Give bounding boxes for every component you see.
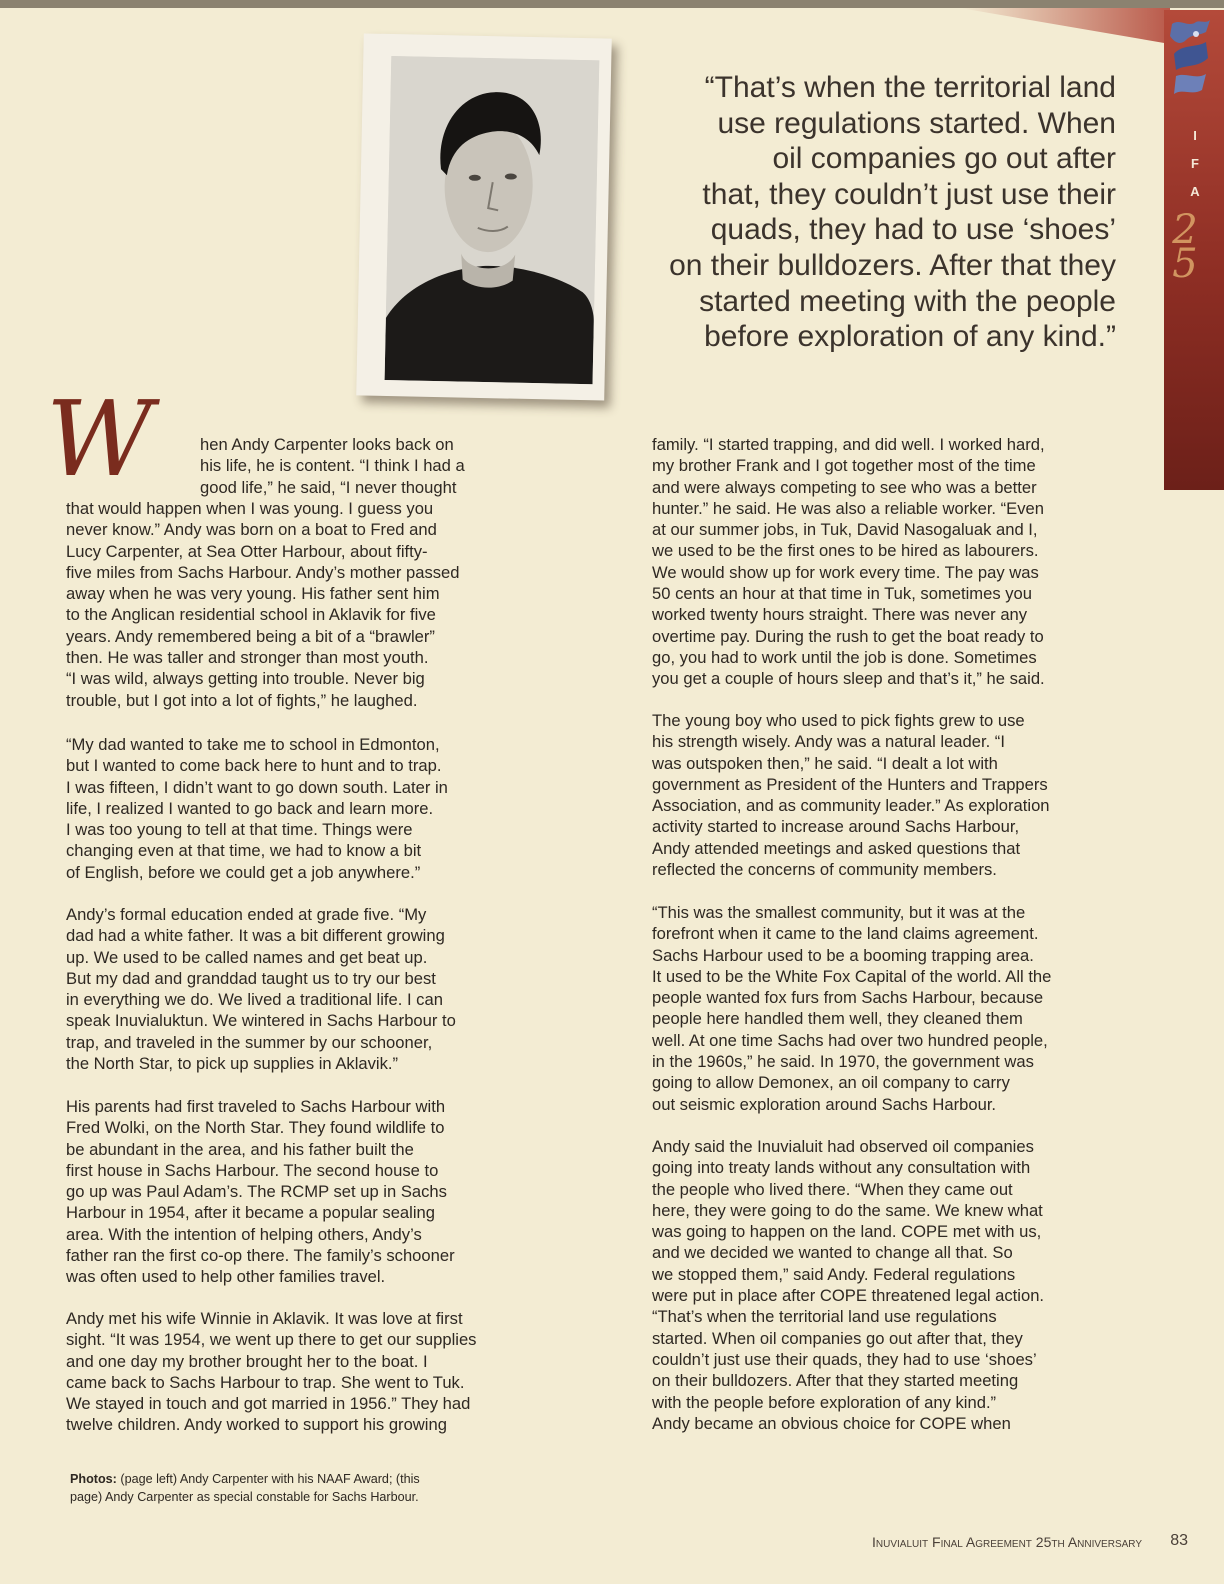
article-line: 50 cents an hour at that time in Tuk, sometimes you [652,584,1033,604]
article-line: was often used to help other families travel. [66,1267,386,1287]
article-line: of English, before we could get a job anywhere.” [66,862,421,882]
article-line: “This was the smallest community, but it was at the [652,903,1026,922]
article-line: I was too young to tell at that time. Things were [66,820,413,840]
pull-quote-line: on their bulldozers. After that they [669,248,1116,282]
article-line: overtime pay. During the rush to get the boat ready to [652,626,1044,646]
article-line: was going to happen on the land. COPE met with us, [652,1222,1042,1242]
caption-line [70,1470,560,1488]
article-line: I was fifteen, I didn’t want to go down south. Later in [66,777,448,797]
article-line: hunter.” he said. He was also a reliable worker. “Even [652,498,1044,518]
caption-line: page) Andy Carpenter as special constable for Sachs Harbour. [70,1490,419,1504]
article-line: speak Inuvialuktun. We wintered in Sachs Harbour to [66,1011,456,1031]
article-line: Andy’s formal education ended at grade five. “My [66,905,427,924]
side-tab-letter-f: F [1191,156,1199,171]
article-paragraph [652,1136,1142,1434]
article-line: “My dad wanted to take me to school in Edmonton, [66,735,440,754]
article-line: here, they were going to do the same. We knew what [652,1200,1043,1220]
article-line: with the people before exploration of any kind.” [652,1392,997,1412]
side-tab-letter-i: I [1193,128,1197,143]
article-line: family. “I started trapping, and did well. I worked hard, [652,435,1045,454]
article-line: The young boy who used to pick fights grew to use [652,711,1025,730]
article-line: trap, and traveled in the summer by our schooner, [66,1032,433,1052]
article-line: reflected the concerns of community members. [652,860,997,880]
article-line: life, I realized I wanted to go back and learn more. [66,798,434,818]
article-line: first house in Sachs Harbour. The second house to [66,1160,439,1180]
article-line: people here handled them well, they cleaned them [652,1009,1023,1029]
portrait-photo [385,56,600,384]
pull-quote-line: quads, they had to use ‘shoes’ [710,213,1116,247]
pull-quote-line: use regulations started. When [717,106,1116,140]
article-line: came back to Sachs Harbour to trap. She went to Tuk. [66,1372,465,1392]
article-line: twelve children. Andy worked to support his growing [66,1415,447,1435]
article-line: be abundant in the area, and his father built the [66,1139,414,1159]
article-line: Andy met his wife Winnie in Aklavik. It was love at first [66,1309,463,1328]
article-line: forefront when it came to the land claims agreement. [652,924,1039,944]
article-line: was outspoken then,” he said. “I dealt a lot with [652,753,998,773]
article-paragraph [66,1308,556,1436]
article-line: years. Andy remembered being a bit of a “brawler” [66,626,435,646]
article-line: go up was Paul Adam’s. The RCMP set up in Sachs [66,1182,447,1202]
article-line: people wanted fox furs from Sachs Harbour, because [652,988,1044,1008]
pull-quote-line: “That’s when the territorial land [704,71,1116,104]
article-line: Fred Wolki, on the North Star. They found wildlife to [66,1118,445,1138]
article-line: go, you had to work until the job is done. Sometimes [652,647,1037,667]
article-paragraph [66,904,556,1074]
caption-text: (page left) Andy Carpenter with his NAAF Award; (this [120,1472,420,1486]
article-line: up. We used to be called names and get beat up. [66,947,428,967]
article-line: Andy said the Inuvialuit had observed oil companies [652,1137,1034,1156]
article-line: sight. “It was 1954, we went up there to get our supplies [66,1330,477,1350]
article-line: couldn’t just use their quads, they had to use ‘shoes’ [652,1349,1037,1369]
article-line: but I wanted to come back here to hunt and to trap. [66,756,442,776]
article-line: His parents had first traveled to Sachs Harbour with [66,1097,446,1116]
drop-cap: W [46,378,147,500]
article-line: going into treaty lands without any consultation with [652,1158,1031,1178]
photo-caption [70,1470,560,1506]
article-line: in everything we do. We lived a traditional life. I can [66,990,443,1010]
article-line: Sachs Harbour used to be a booming trapping area. [652,945,1034,965]
article-line: Association, and as community leader.” As exploration [652,796,1050,816]
portrait-photo-frame [356,33,612,400]
article-line: five miles from Sachs Harbour. Andy’s mother passed [66,562,460,582]
article-line: to the Anglican residential school in Aklavik for five [66,605,436,625]
article-line: and we decided we wanted to change all that. So [652,1243,1013,1263]
article-line: going to allow Demonex, an oil company to carry [652,1073,1010,1093]
article-line: father ran the first co-op there. The family’s schooner [66,1246,455,1266]
article-line: in the 1960s,” he said. In 1970, the government was [652,1052,1034,1072]
article-paragraph [200,434,540,498]
article-line: Lucy Carpenter, at Sea Otter Harbour, about fifty- [66,541,428,561]
article-line: away when he was very young. His father sent him [66,584,440,604]
pull-quote-line: that, they couldn’t just use their [702,177,1116,211]
article-line: and were always competing to see who was a better [652,477,1037,497]
article-line: It used to be the White Fox Capital of the world. All the [652,966,1052,986]
article-line: Andy became an obvious choice for COPE when [652,1413,1011,1433]
article-paragraph [66,734,556,883]
article-line: we used to be the first ones to be hired as labourers. [652,541,1039,561]
side-tab-corner [960,8,1170,44]
pull-quote-line: before exploration of any kind.” [704,320,1116,354]
article-line: activity started to increase around Sachs Harbour, [652,817,1020,837]
article-line: his strength wisely. Andy was a natural leader. “I [652,732,1005,752]
side-tab-numeral-5: 5 [1172,241,1198,287]
article-line: that would happen when I was young. I guess you [66,499,434,518]
article-line: dad had a white father. It was a bit different growing [66,926,445,946]
pull-quote [618,70,1116,355]
article-line: good life,” he said, “I never thought [200,477,457,497]
article-paragraph [66,1096,556,1288]
article-line: We stayed in touch and got married in 1956.” They had [66,1394,471,1414]
article-line: were put in place after COPE threatened legal action. [652,1286,1045,1306]
side-tab-letter-a: A [1190,184,1200,199]
article-line: government as President of the Hunters and Trappers [652,774,1048,794]
article-paragraph [652,434,1142,690]
article-line: out seismic exploration around Sachs Harbour. [652,1094,997,1114]
article-paragraph [652,710,1142,880]
footer-page-number: 83 [1170,1532,1188,1549]
article-line: trouble, but I got into a lot of fights,” he laughed. [66,690,418,710]
article-line: we stopped them,” said Andy. Federal regulations [652,1264,1016,1284]
article-line: “That’s when the territorial land use regulations [652,1307,997,1327]
article-line: the North Star, to pick up supplies in Aklavik.” [66,1054,399,1074]
article-line: worked twenty hours straight. There was never any [652,605,1028,625]
article-line: hen Andy Carpenter looks back on [200,435,454,454]
top-rule [0,0,1224,8]
pull-quote-line: started meeting with the people [699,284,1116,318]
article-line: my brother Frank and I got together most of the time [652,456,1036,476]
article-paragraph [66,498,556,711]
article-line: and one day my brother brought her to the boat. I [66,1351,428,1371]
article-line: “I was wild, always getting into trouble. Never big [66,669,425,689]
article-line: well. At one time Sachs had over two hundred people, [652,1030,1048,1050]
article-line: then. He was taller and stronger than most youth. [66,648,429,668]
article-line: started. When oil companies go out after that, they [652,1328,1023,1348]
article-line: changing even at that time, we had to know a bit [66,841,422,861]
eagle-emblem-icon [1166,14,1214,110]
article-line: area. With the intention of helping others, Andy’s [66,1224,422,1244]
article-line: at our summer jobs, in Tuk, David Nasogaluak and I, [652,520,1038,540]
article-paragraph [652,902,1142,1115]
pull-quote-line: oil companies go out after [772,142,1116,176]
caption-label: Photos: [70,1472,117,1486]
article-line: never know.” Andy was born on a boat to Fred and [66,520,437,540]
side-tab-numeral-2: 2 [1172,207,1198,253]
article-line: But my dad and granddad taught us to try our best [66,968,436,988]
article-line: We would show up for work every time. The pay was [652,562,1039,582]
article-line: Harbour in 1954, after it became a popular sealing [66,1203,435,1223]
article-line: Andy attended meetings and asked questions that [652,838,1021,858]
article-line: his life, he is content. “I think I had a [200,456,465,476]
article-line: the people who lived there. “When they came out [652,1179,1013,1199]
footer-publication-title: Inuvialuit Final Agreement 25th Anniversary [872,1534,1142,1550]
article-line: on their bulldozers. After that they started meeting [652,1371,1019,1391]
article-line: you get a couple of hours sleep and that’s it,” he said. [652,669,1045,689]
